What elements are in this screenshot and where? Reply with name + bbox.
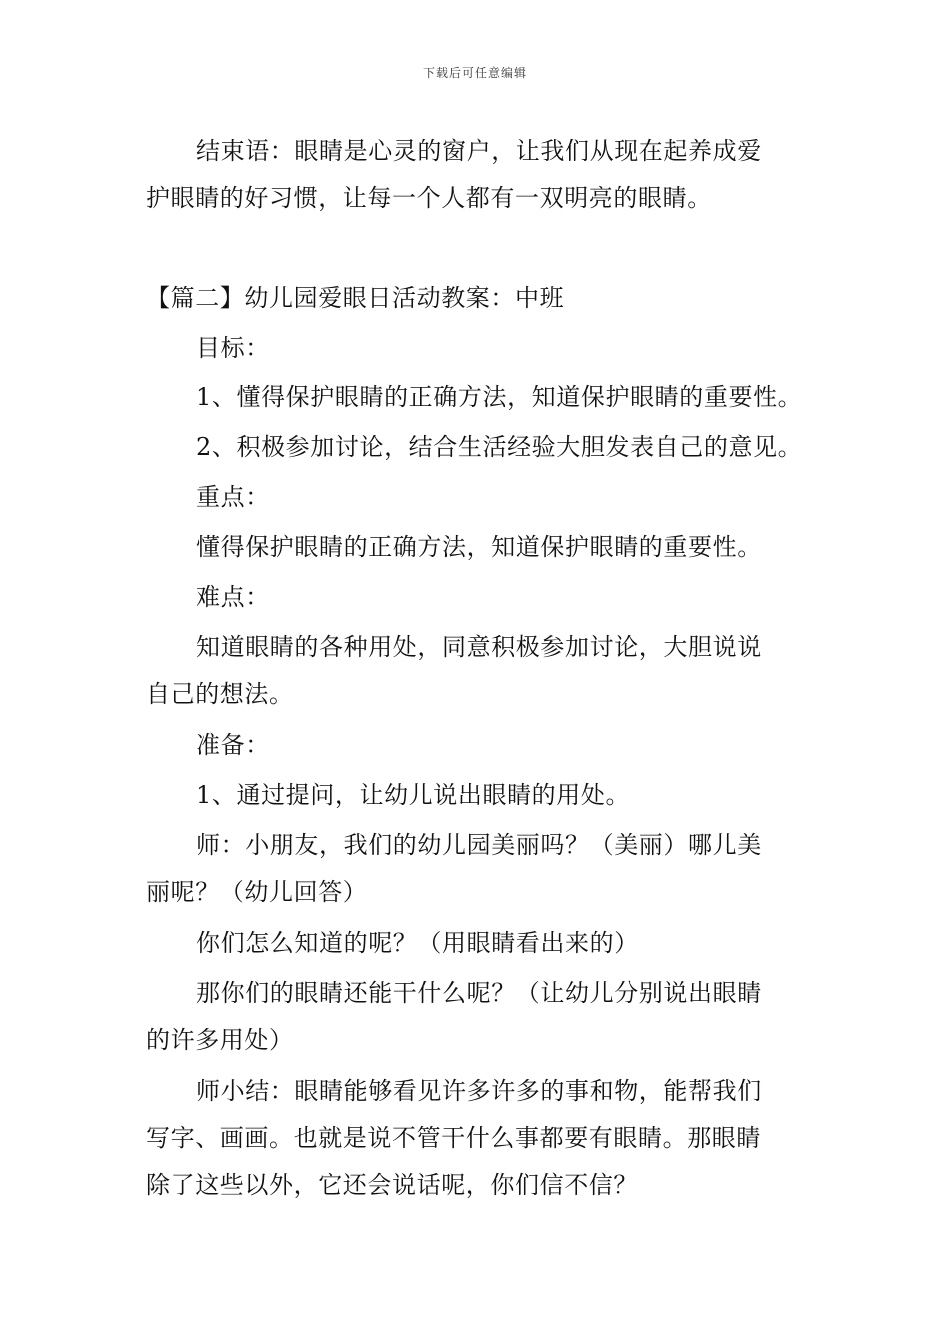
text-line: 师：小朋友，我们的幼儿园美丽吗？（美丽）哪儿美 (196, 831, 762, 859)
text-line: 护眼睛的好习惯，让每一个人都有一双明亮的眼睛。 (146, 184, 712, 212)
text-line: 自己的想法。 (146, 680, 294, 708)
goal-item-1 (146, 374, 816, 421)
preparation-item-1 (146, 772, 816, 819)
page-header-note: 下载后可任意编辑 (422, 66, 527, 80)
goal-heading (146, 325, 816, 372)
text-line: 写字、画画。也就是说不管干什么事都要有眼睛。那眼睛 (146, 1124, 761, 1152)
text-line: 除了这些以外，它还会说话呢，你们信不信？ (146, 1171, 638, 1199)
text-line: 结束语：眼睛是心灵的窗户，让我们从现在起养成爱 (196, 137, 762, 165)
key-point-heading (146, 474, 816, 521)
section-title (146, 275, 816, 322)
text-line: 的许多用处） (146, 1026, 294, 1054)
text-line: 你们怎么知道的呢？（用眼睛看出来的） (196, 929, 639, 957)
dialogue-teacher-3 (146, 970, 816, 1064)
text-line: 2、积极参加讨论，结合生活经验大胆发表自己的意见。 (196, 433, 803, 461)
text-line: 目标： (196, 334, 270, 362)
goal-item-2 (146, 424, 816, 471)
text-line: 重点： (196, 483, 270, 511)
difficulty-heading (146, 574, 816, 621)
dialogue-teacher-2 (146, 920, 816, 967)
preparation-heading (146, 722, 816, 769)
text-line: 懂得保护眼睛的正确方法，知道保护眼睛的重要性。 (196, 533, 762, 561)
text-line: 准备： (196, 731, 270, 759)
dialogue-teacher-1 (146, 822, 816, 916)
text-line: 【篇二】幼儿园爱眼日活动教案：中班 (146, 284, 565, 312)
text-line: 知道眼睛的各种用处，同意积极参加讨论，大胆说说 (196, 633, 762, 661)
text-line: 丽呢？（幼儿回答） (146, 878, 368, 906)
text-line: 师小结：眼睛能够看见许多许多的事和物，能帮我们 (196, 1077, 762, 1105)
key-point-text (146, 524, 816, 571)
text-line: 1、懂得保护眼睛的正确方法，知道保护眼睛的重要性。 (196, 383, 803, 411)
closing-remark (146, 128, 816, 222)
text-line: 那你们的眼睛还能干什么呢？（让幼儿分别说出眼睛 (196, 979, 762, 1007)
difficulty-text (146, 624, 816, 718)
text-line: 1、通过提问，让幼儿说出眼睛的用处。 (196, 781, 631, 809)
text-line: 难点： (196, 583, 270, 611)
teacher-summary (146, 1068, 816, 1209)
